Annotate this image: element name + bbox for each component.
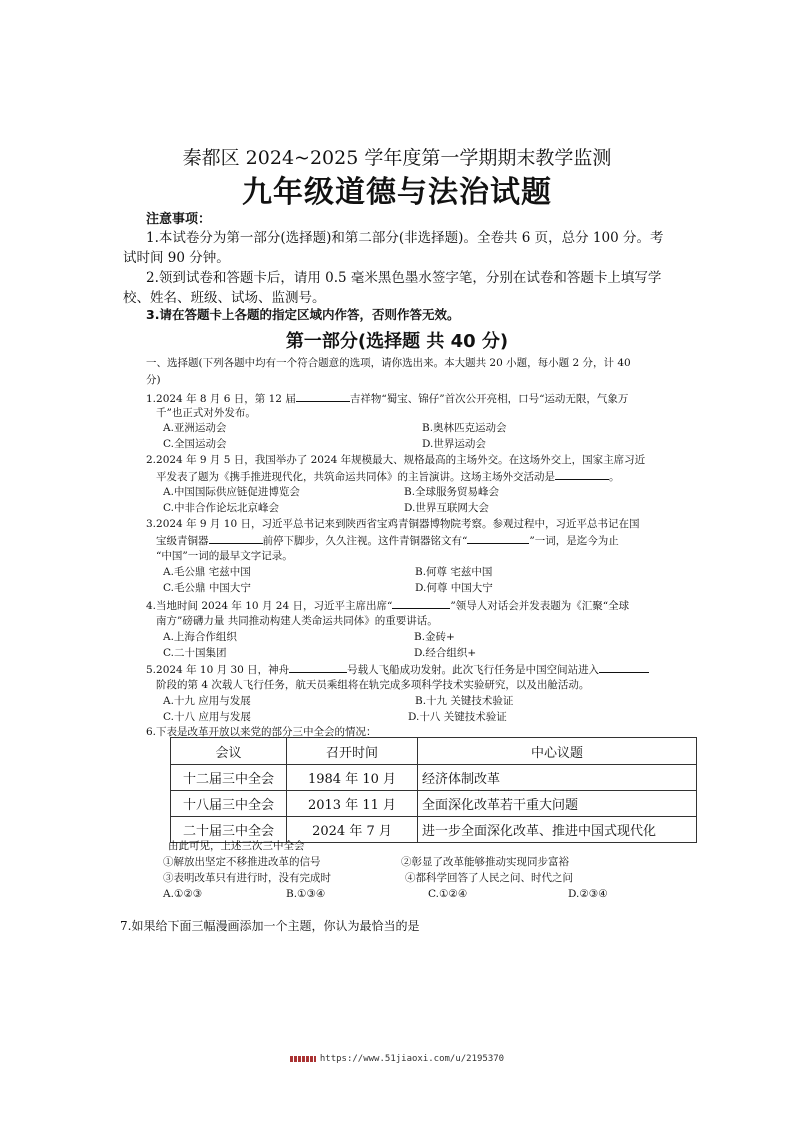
notice-item-2-line1: 2.领到试卷和答题卡后，请用 0.5 毫米黑色墨水签字笔，分别在试卷和答题卡上填写学 <box>146 270 662 286</box>
q2-stem-part2: 。 <box>609 471 620 483</box>
footer-watermark <box>0 1054 794 1064</box>
site-logo-icon <box>290 1056 316 1062</box>
table-header-time: 召开时间 <box>287 738 418 765</box>
q6-option-d: D.②③④ <box>568 888 608 900</box>
q3-option-b: B.何尊 宅兹中国 <box>415 566 493 578</box>
q6-option-c: C.①②④ <box>428 888 468 900</box>
q3-option-a: A.毛公鼎 宅兹中国 <box>163 566 251 578</box>
q6-option-a: A.①②③ <box>163 888 203 900</box>
q3-stem-part1: 宝级青铜器 <box>156 535 209 547</box>
notice-item-1-line2: 试时间 90 分钟。 <box>123 250 230 266</box>
q1-option-d: D.世界运动会 <box>422 438 486 450</box>
table-cell-topic: 全面深化改革若干重大问题 <box>418 791 697 817</box>
q1-stem-part2: 吉祥物“蜀宝、锦仔”首次公开亮相，口号“运动无限，气象万 <box>349 393 629 405</box>
q2-stem-line1: 2.2024 年 9 月 5 日，我国举办了 2024 年规模最大、规格最高的主场外交。在这场外交上，国家主席习近 <box>146 454 646 466</box>
q5-option-b: B.十九 关键技术验证 <box>415 695 514 707</box>
q4-blank <box>392 597 450 609</box>
table-header-row <box>171 738 697 765</box>
q1-stem-line2: 千”也正式对外发布。 <box>156 407 256 419</box>
q2-blank <box>555 468 609 480</box>
q3-stem-part2: 前停下脚步，久久注视。这件青铜器铭文有“ <box>262 535 468 547</box>
q3-option-c: C.毛公鼎 中国大宁 <box>163 582 251 594</box>
q3-option-d: D.何尊 中国大宁 <box>415 582 493 594</box>
q4-option-c: C.二十国集团 <box>163 647 227 659</box>
notice-heading: 注意事项： <box>146 212 212 227</box>
q5-blank-1 <box>289 661 347 673</box>
q2-option-b: B.全球服务贸易峰会 <box>404 486 500 498</box>
q6-statement-3: ③表明改革只有进行时，没有完成时 <box>163 872 331 884</box>
exam-title-main: 九年级道德与法治试题 <box>242 175 552 210</box>
q3-stem-line2 <box>156 532 619 549</box>
q7-stem: 7.如果给下面三幅漫画添加一个主题，你认为最恰当的是 <box>120 919 420 933</box>
section-intro-line1: 一、选择题(下列各题中均有一个符合题意的选项，请你选出来。本大题共 20 小题，每小题 2 分，计 40 <box>146 357 631 369</box>
q4-stem-part2: ”领导人对话会并发表题为《汇聚“全球 <box>450 600 630 612</box>
q4-stem-line1 <box>146 597 629 614</box>
q1-option-a: A.亚洲运动会 <box>163 422 227 434</box>
table-cell-time: 2013 年 11 月 <box>287 791 418 817</box>
q6-statement-1: ①解放出坚定不移推进改革的信号 <box>163 856 321 868</box>
q6-conclusion: 由此可见，上述三次三中全会 <box>168 840 305 852</box>
table-header-meeting: 会议 <box>171 738 287 765</box>
plenum-table <box>170 737 697 843</box>
q2-option-a: A.中国国际供应链促进博览会 <box>163 486 300 498</box>
notice-item-1-line1: 1.本试卷分为第一部分(选择题)和第二部分(非选择题)。全卷共 6 页，总分 100 分。考 <box>146 230 664 246</box>
q2-stem-line2 <box>156 468 620 485</box>
section-intro-line2: 分) <box>146 374 161 386</box>
table-cell-topic: 经济体制改革 <box>418 765 697 791</box>
table-row <box>171 791 697 817</box>
q5-option-d: D.十八 关键技术验证 <box>408 711 507 723</box>
q6-option-b: B.①③④ <box>286 888 326 900</box>
q6-statement-4: ④都科学回答了人民之问、时代之问 <box>405 872 573 884</box>
q4-stem-line2: 南方”磅礴力量 共同推动构建人类命运共同体》的重要讲话。 <box>156 615 438 627</box>
q5-stem-line1 <box>146 661 649 678</box>
q3-stem-part3: ”一词，是迄今为止 <box>529 535 619 547</box>
q6-stem-line1: 6.下表是改革开放以来党的部分三中全会的情况： <box>146 726 377 738</box>
q5-stem-part1: 5.2024 年 10 月 30 日，神舟 <box>146 664 290 676</box>
q1-blank <box>296 390 350 402</box>
table-cell-time: 2024 年 7 月 <box>287 817 418 843</box>
q6-statement-2: ②彰显了改革能够推动实现同步富裕 <box>401 856 569 868</box>
q1-option-c: C.全国运动会 <box>163 438 227 450</box>
q3-stem-line3: “中国”一词的最早文字记录。 <box>156 550 293 562</box>
q4-option-d: D.经合组织+ <box>414 647 477 659</box>
q4-option-a: A.上海合作组织 <box>163 631 237 643</box>
q5-blank-2 <box>599 661 649 673</box>
q2-option-d: D.世界互联网大会 <box>404 502 489 514</box>
q1-stem-part1: 1.2024 年 8 月 6 日，第 12 届 <box>146 393 296 405</box>
q5-stem-line2: 阶段的第 4 次载人飞行任务，航天员乘组将在轨完成多项科学技术实验研究，以及出舱活动。 <box>156 679 590 691</box>
exam-title-line1: 秦都区 2024~2025 学年度第一学期期末教学监测 <box>182 147 612 169</box>
table-cell-meeting: 二十届三中全会 <box>171 817 287 843</box>
q3-blank-2 <box>467 532 529 544</box>
table-row <box>171 765 697 791</box>
part1-title: 第一部分(选择题 共 40 分) <box>285 331 509 352</box>
table-cell-time: 1984 年 10 月 <box>287 765 418 791</box>
notice-item-2-line2: 校、姓名、班级、试场、监测号。 <box>123 290 326 306</box>
q5-option-a: A.十九 应用与发展 <box>163 695 251 707</box>
footer-url[interactable]: https://www.51jiaoxi.com/u/2195370 <box>319 1054 505 1064</box>
notice-item-3: 3.请在答题卡上各题的指定区域内作答，否则作答无效。 <box>146 307 460 322</box>
table-header-topic: 中心议题 <box>418 738 697 765</box>
q3-blank-1 <box>209 532 263 544</box>
q4-stem-part1: 4.当地时间 2024 年 10 月 24 日，习近平主席出席“ <box>146 600 393 612</box>
table-cell-topic: 进一步全面深化改革、推进中国式现代化 <box>418 817 697 843</box>
q2-option-c: C.中非合作论坛北京峰会 <box>163 502 279 514</box>
q5-stem-part2: 号载人飞船成功发射。此次飞行任务是中国空间站进入 <box>347 664 600 676</box>
q1-option-b: B.奥林匹克运动会 <box>422 422 507 434</box>
q2-stem-part1: 平发表了题为《携手推进现代化，共筑命运共同体》的主旨演讲。这场主场外交活动是 <box>156 471 555 483</box>
q4-option-b: B.金砖+ <box>414 631 455 643</box>
q5-option-c: C.十八 应用与发展 <box>163 711 251 723</box>
table-cell-meeting: 十二届三中全会 <box>171 765 287 791</box>
table-cell-meeting: 十八届三中全会 <box>171 791 287 817</box>
q3-stem-line1: 3.2024 年 9 月 10 日，习近平总书记来到陕西省宝鸡青铜器博物院考察。参观过程中，习近平总书记在国 <box>146 518 640 530</box>
